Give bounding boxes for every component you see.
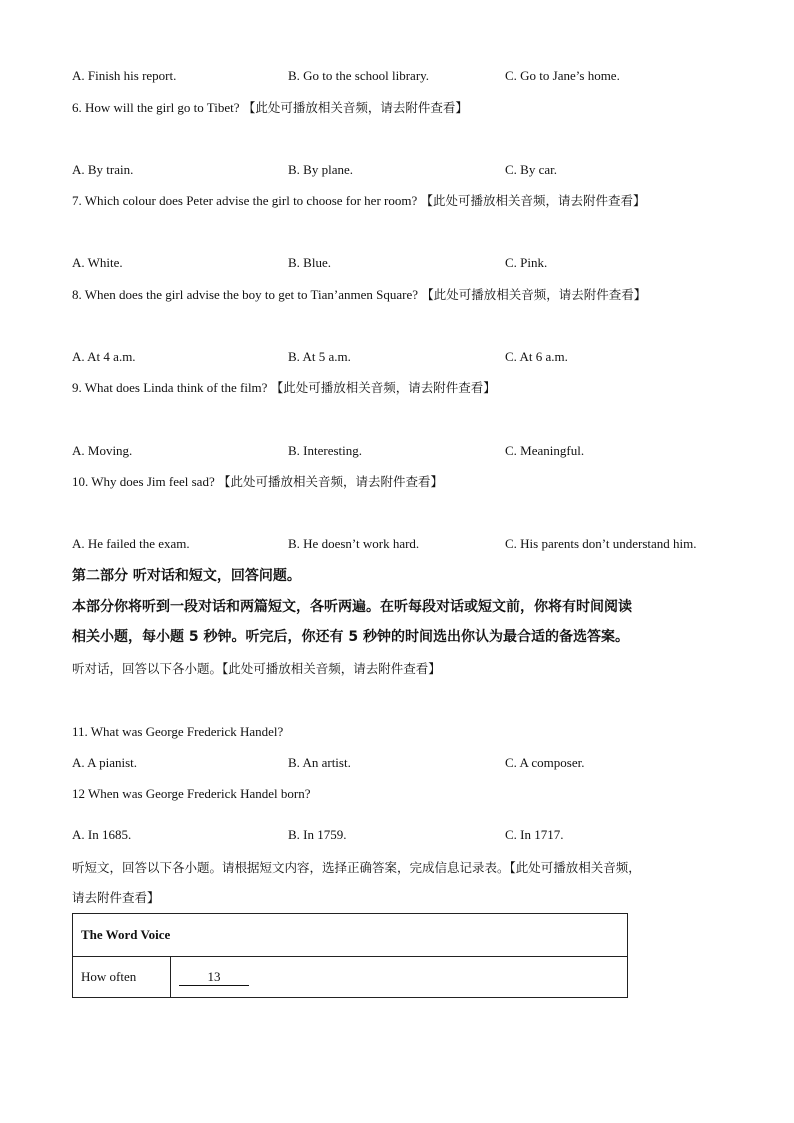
question-6 xyxy=(72,99,468,117)
record-table-title: The Word Voice xyxy=(73,914,628,957)
q5-option-c: C. Go to Jane’s home. xyxy=(505,68,620,83)
q12-option-b: B. In 1759. xyxy=(288,827,347,842)
q10-option-c: C. His parents don’t understand him. xyxy=(505,536,697,551)
q5-option-a: A. Finish his report. xyxy=(72,68,177,83)
question-text: 10. Why does Jim feel sad? xyxy=(72,474,218,489)
q7-option-a: A. White. xyxy=(72,255,123,270)
question-text: 8. When does the girl advise the boy to get to Tian’anmen Square? xyxy=(72,287,422,302)
q6-option-b: B. By plane. xyxy=(288,162,353,177)
q11-option-a: A. A pianist. xyxy=(72,755,138,770)
question-7 xyxy=(72,192,646,210)
q11-option-b: B. An artist. xyxy=(288,755,351,770)
passage-intro-line2: 请去附件查看】 xyxy=(72,890,160,905)
record-table xyxy=(72,913,628,998)
q9-option-a: A. Moving. xyxy=(72,443,133,458)
q7-option-c: C. Pink. xyxy=(505,255,548,270)
q11-option-c: C. A composer. xyxy=(505,755,585,770)
answer-blank-13[interactable]: 13 xyxy=(179,969,249,986)
question-9 xyxy=(72,379,496,397)
question-11: 11. What was George Frederick Handel? xyxy=(72,724,284,739)
q9-option-b: B. Interesting. xyxy=(288,443,363,458)
q10-option-b: B. He doesn’t work hard. xyxy=(288,536,420,551)
question-text: 7. Which colour does Peter advise the girl to choose for her room? xyxy=(72,193,421,208)
q8-option-c: C. At 6 a.m. xyxy=(505,349,568,364)
q9-option-c: C. Meaningful. xyxy=(505,443,585,458)
question-text: 6. How will the girl go to Tibet? xyxy=(72,100,243,115)
q10-option-a: A. He failed the exam. xyxy=(72,536,190,551)
q12-option-c: C. In 1717. xyxy=(505,827,564,842)
audio-link[interactable]: 【此处可播放相关音频，请去附件查看】 xyxy=(420,193,646,208)
q6-option-a: A. By train. xyxy=(72,162,134,177)
q8-option-b: B. At 5 a.m. xyxy=(288,349,351,364)
passage-intro-line1: 听短文，回答以下各小题。请根据短文内容，选择正确答案，完成信息记录表。【此处可播放相关音频， xyxy=(72,860,641,875)
audio-link[interactable]: 【此处可播放相关音频，请去附件查看】 xyxy=(270,380,496,395)
question-10 xyxy=(72,473,443,491)
audio-link[interactable]: 【此处可播放相关音频，请去附件查看】 xyxy=(217,474,443,489)
part2-title: 第二部分 听对话和短文，回答问题。 xyxy=(72,568,301,584)
q7-option-b: B. Blue. xyxy=(288,255,331,270)
audio-link[interactable]: 【此处可播放相关音频，请去附件查看】 xyxy=(421,287,647,302)
part2-instructions-line1: 本部分你将听到一段对话和两篇短文，各听两遍。在听每段对话或短文前，你将有时间阅读 xyxy=(72,599,632,615)
record-table-answer-cell[interactable] xyxy=(171,957,628,998)
q8-option-a: A. At 4 a.m. xyxy=(72,349,136,364)
q6-option-c: C. By car. xyxy=(505,162,557,177)
question-12: 12 When was George Frederick Handel born? xyxy=(72,786,311,801)
question-text: 9. What does Linda think of the film? xyxy=(72,380,271,395)
dialogue-intro: 听对话，回答以下各小题。【此处可播放相关音频，请去附件查看】 xyxy=(72,661,441,676)
audio-link[interactable]: 【此处可播放相关音频，请去附件查看】 xyxy=(242,100,468,115)
record-table-row-label: How often xyxy=(73,957,171,998)
q5-option-b: B. Go to the school library. xyxy=(288,68,430,83)
q12-option-a: A. In 1685. xyxy=(72,827,132,842)
part2-instructions-line2: 相关小题，每小题 5 秒钟。听完后，你还有 5 秒钟的时间选出你认为最合适的备选答案。 xyxy=(72,629,629,645)
question-8 xyxy=(72,286,646,304)
